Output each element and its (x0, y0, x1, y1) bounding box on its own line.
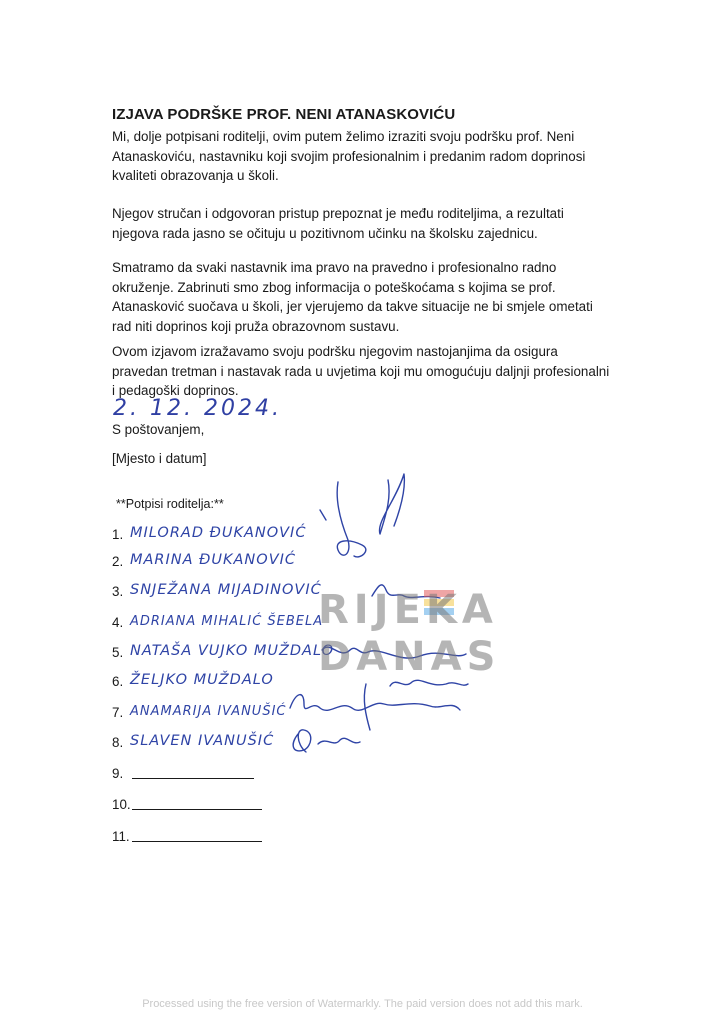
signature-scribble-7 (290, 695, 460, 711)
signature-number: 7. (112, 705, 124, 720)
paragraph-approach: Njegov stručan i odgovoran pristup prepoznat je među roditeljima, a rezultati njegova rada jasno se očituju u pozitivnom učinku na školsku zajednicu. (112, 206, 564, 241)
handwritten-name: NATAŠA VUJKO MUŽDALO (130, 643, 335, 659)
document-title: IZJAVA PODRŠKE PROF. NENI ATANASKOVIĆU (112, 106, 456, 123)
handwritten-name: SNJEŽANA MIJADINOVIĆ (130, 582, 322, 598)
signature-number: 4. (112, 615, 124, 630)
watermark-logo-line1: RIJEKA (318, 587, 498, 633)
signature-number: 10. (112, 797, 131, 812)
signature-scribble-10 (318, 738, 360, 744)
handwritten-name: ŽELJKO MUŽDALO (130, 672, 274, 688)
signature-scribble-9 (293, 730, 311, 752)
paragraph-statement: Ovom izjavom izražavamo svoju podršku njegovim nastojanjima da osigura pravedan tretman i nastavak rada u uvjetima koji mu omogućuju daljnji profesionalni i pedagoški doprinos. (112, 344, 610, 399)
handwritten-name: ADRIANA MIHALIĆ ŠEBELA (130, 614, 324, 629)
signature-number: 5. (112, 645, 124, 660)
paragraph-intro: Mi, dolje potpisani roditelji, ovim putem želimo izraziti svoju podršku prof. Neni Atanaskoviću, nastavniku koji svojim profesionalnim i predanim radom doprinosi kvaliteti obrazovanja u školi. (112, 129, 586, 184)
signature-scribble-3 (320, 510, 326, 520)
signature-number: 3. (112, 584, 124, 599)
signature-scribble-6 (390, 680, 468, 686)
signature-scribble-2 (379, 474, 404, 534)
handwritten-name: MILORAD ĐUKANOVIĆ (130, 525, 307, 541)
signature-number: 8. (112, 735, 124, 750)
handwritten-date: 2. 12. 2024. (113, 396, 282, 421)
closing-text: S poštovanjem, (112, 422, 205, 437)
signature-number: 6. (112, 674, 124, 689)
watermark-footer: Processed using the free version of Watermarkly. The paid version does not add this mark. (142, 998, 583, 1010)
signature-number: 1. (112, 527, 124, 542)
place-date-placeholder: [Mjesto i datum] (112, 451, 207, 466)
paragraph-concern: Smatramo da svaki nastavnik ima pravo na pravedno i profesionalno radno okruženje. Zabrinuti smo zbog informacija o poteškoćama s kojima se prof. Atanasković suočava u školi, jer vjerujemo da takve situacije ne bi smjele ometati rad niti doprinos koji pruža obrazovnom sustavu. (112, 260, 593, 334)
signature-scribble-1 (337, 482, 366, 557)
handwritten-name: ANAMARIJA IVANUŠIĆ (130, 704, 287, 719)
handwritten-name: SLAVEN IVANUŠIĆ (130, 733, 275, 749)
signature-number: 11. (112, 829, 130, 844)
signature-number: 9. (112, 766, 124, 781)
watermark-logo-line2: DANAS (318, 634, 501, 680)
handwritten-name: MARINA ĐUKANOVIĆ (130, 552, 297, 568)
signature-number: 2. (112, 554, 124, 569)
signatures-heading: **Potpisi roditelja:** (116, 497, 224, 511)
